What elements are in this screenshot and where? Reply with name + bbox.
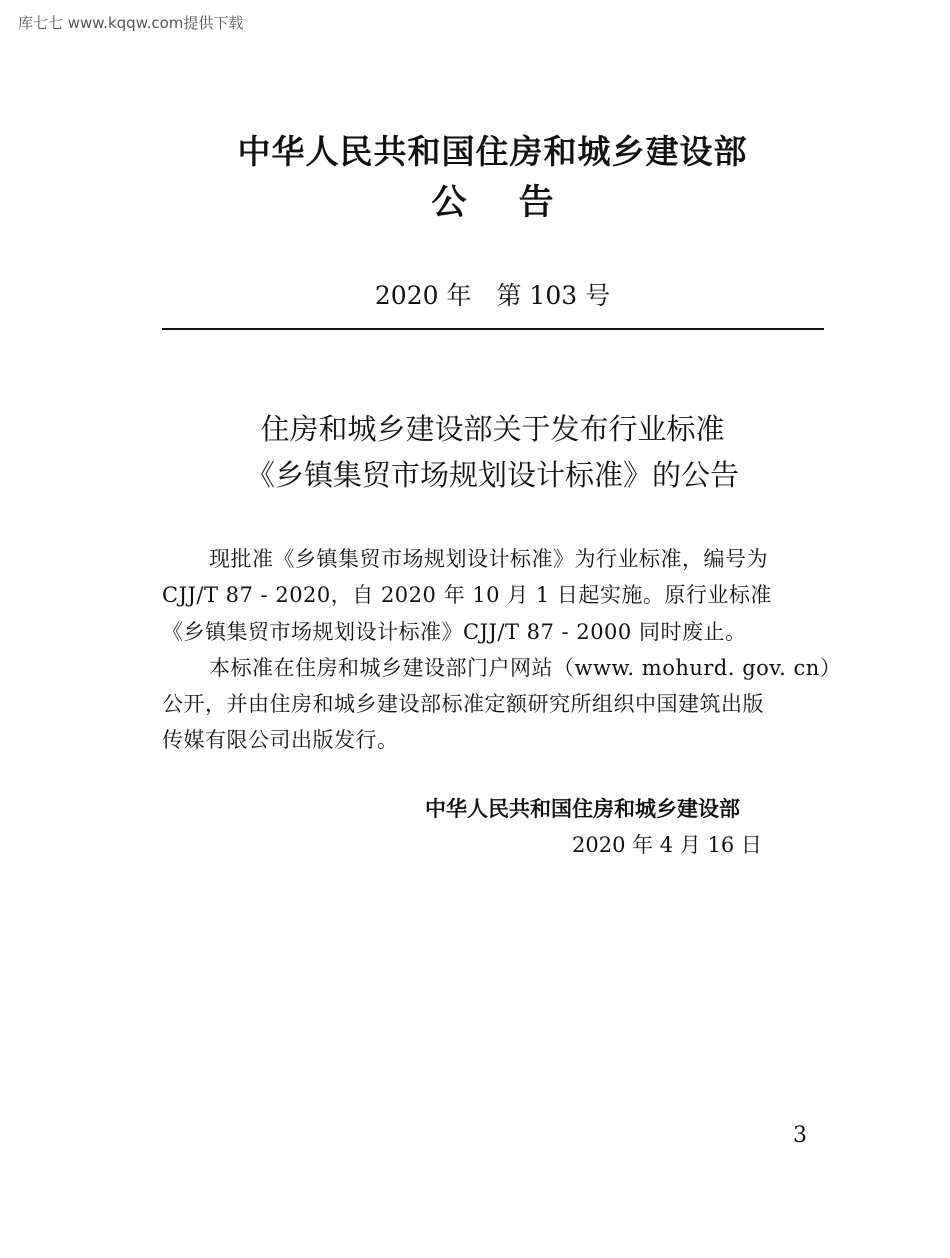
- signature-organization: 中华人民共和国住房和城乡建设部: [425, 797, 740, 821]
- notice-title-line-2: 《乡镇集贸市场规划设计标准》的公告: [245, 458, 739, 492]
- header-divider: [162, 328, 824, 330]
- notice-label: 公告: [431, 183, 606, 223]
- signature-date: 2020 年 4 月 16 日: [572, 833, 762, 857]
- document-number: 2020 年 第 103 号: [374, 281, 611, 310]
- body-paragraph-2-line-3: 传媒有限公司出版发行。: [162, 728, 399, 752]
- issuer-heading: 中华人民共和国住房和城乡建设部: [237, 132, 748, 171]
- body-paragraph-1-line-1: 现批准《乡镇集贸市场规划设计标准》为行业标准，编号为: [209, 547, 768, 571]
- body-paragraph-1-line-2: CJJ/T 87 - 2020，自 2020 年 10 月 1 日起实施。原行业标准: [162, 583, 772, 607]
- body-paragraph-1-line-3: 《乡镇集贸市场规划设计标准》CJJ/T 87 - 2000 同时废止。: [162, 620, 747, 644]
- body-paragraph-2-line-2: 公开，并由住房和城乡建设部标准定额研究所组织中国建筑出版: [162, 692, 764, 716]
- page-number: 3: [793, 1123, 807, 1148]
- body-paragraph-2-line-1: 本标准在住房和城乡建设部门户网站（www. mohurd. gov. cn）: [209, 656, 842, 680]
- watermark-text: 库七七 www.kqqw.com提供下载: [18, 14, 244, 32]
- notice-title-line-1: 住房和城乡建设部关于发布行业标准: [260, 412, 725, 446]
